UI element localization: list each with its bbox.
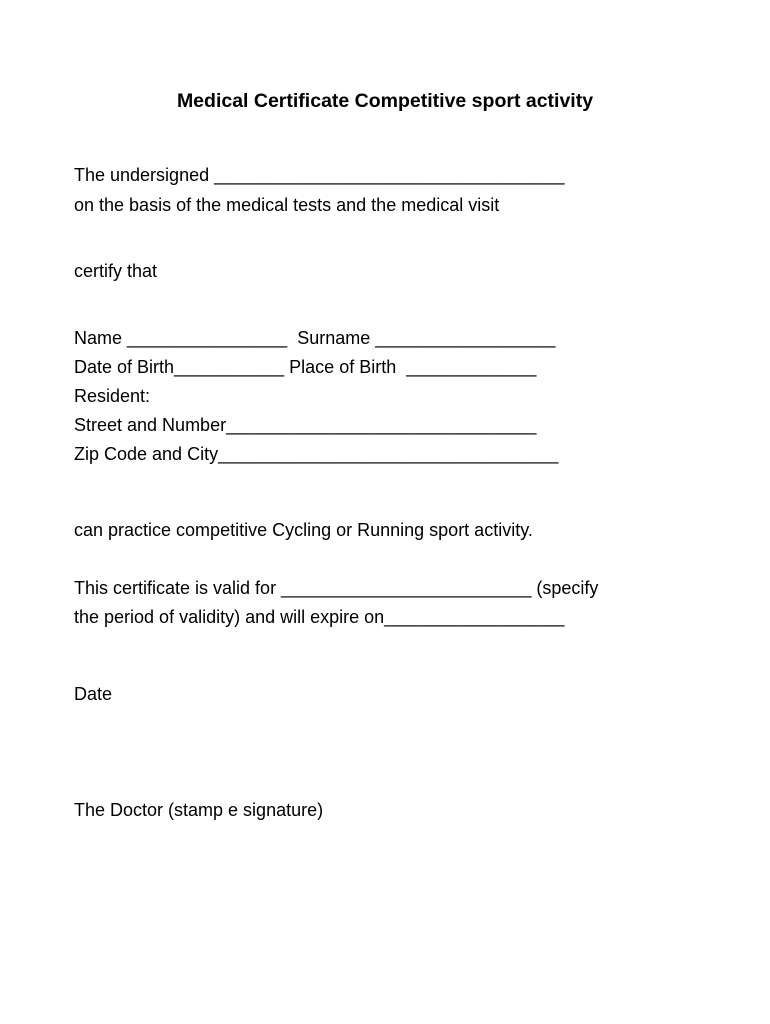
expiry-line: the period of validity) and will expire on__________________ bbox=[74, 607, 565, 627]
certify-line: certify that bbox=[74, 261, 158, 281]
zip-city-line: Zip Code and City__________________________________ bbox=[74, 444, 559, 464]
document-title: Medical Certificate Competitive sport activity bbox=[176, 90, 594, 112]
undersigned-line: The undersigned ___________________________________ bbox=[74, 165, 565, 185]
doctor-signature-label: The Doctor (stamp e signature) bbox=[74, 800, 324, 820]
basis-line: on the basis of the medical tests and the medical visit bbox=[74, 195, 500, 215]
practice-line: can practice competitive Cycling or Running sport activity. bbox=[74, 520, 533, 540]
date-label: Date bbox=[74, 684, 113, 704]
resident-label: Resident: bbox=[74, 386, 151, 406]
name-surname-line: Name ________________ Surname __________________ bbox=[74, 328, 556, 348]
street-line: Street and Number_______________________________ bbox=[74, 415, 537, 435]
birth-line: Date of Birth___________ Place of Birth _____________ bbox=[74, 357, 537, 377]
validity-line: This certificate is valid for _________________________ (specify bbox=[74, 578, 599, 598]
